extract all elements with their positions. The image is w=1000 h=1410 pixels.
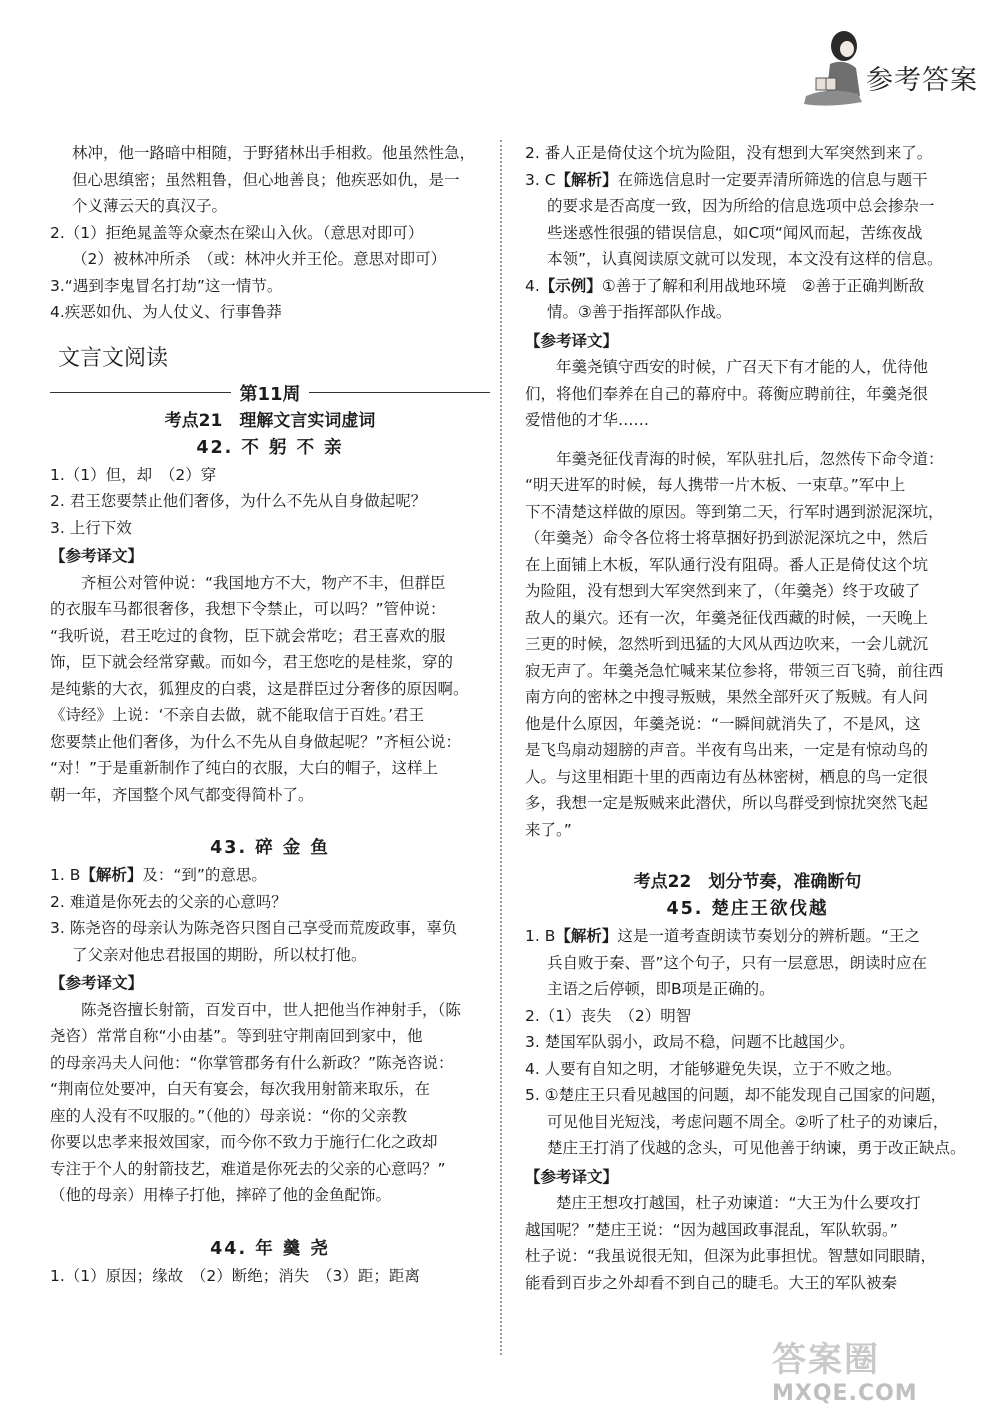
translation-line: 《诗经》上说：‘不亲自去做，就不能取信于百姓。’君王 — [50, 706, 425, 724]
translation-label: 【参考译文】 — [50, 974, 144, 992]
answer-item: （2）被林冲所杀 （或：林冲火并王伦。意思对即可） — [72, 250, 447, 268]
text-line: 但心思缜密；虽然粗鲁，但心地善良；他疾恶如仇，是一 — [72, 170, 460, 189]
translation-line: 你要以忠孝来报效国家，而今你不致力于施行仁化之政却 — [50, 1133, 438, 1151]
translation-line: 他是什么原因，年羹尧说：“一瞬间就消失了，不是风，这 — [525, 714, 921, 733]
answer-item: 些迷惑性很强的错误信息，如C项“闻风而起，苦练夜战 — [547, 223, 923, 242]
translation-line: 是飞鸟扇动翅膀的声音。半夜有鸟出来，一定是有惊动鸟的 — [525, 741, 929, 759]
translation-label: 【参考译文】 — [50, 547, 144, 565]
translation-line: “对！”于是重新制作了纯白的衣服，大白的帽子，这样上 — [50, 759, 439, 777]
translation-label: 【参考译文】 — [525, 1167, 619, 1186]
week-heading — [50, 380, 490, 406]
reading-girl-illustration — [800, 24, 876, 108]
answer-item: 了父亲对他忠君报国的期盼，所以杖打他。 — [72, 945, 367, 964]
translation-label: 【参考译文】 — [525, 331, 619, 350]
answer-item: 2. 番人正是倚仗这个坑为险阻，没有想到大军突然到来了。 — [525, 144, 933, 162]
left-column — [50, 140, 490, 1289]
article-title: 43. 碎 金 鱼 — [210, 838, 330, 858]
answer-item: 主语之后停顿，即B项是正确的。 — [547, 980, 775, 998]
answer-item: 兵自败于秦、晋”这个句子，只有一层意思，朗读时应在 — [547, 953, 928, 972]
translation-line: 朝一年，齐国整个风气都变得简朴了。 — [50, 785, 314, 804]
translation-line: 三更的时候，忽然听到迅猛的大风从西边吹来，一会儿就沉 — [525, 635, 929, 653]
translation-line: 们，将他们奉养在自己的幕府中。蒋衡应聘前往，年羹尧很 — [525, 384, 929, 403]
translation-line: 座的人没有不叹服的。”（他的）母亲说：“你的父亲教 — [50, 1106, 408, 1125]
answer-item: 4.【示例】①善于了解和利用战地环境 ②善于正确判断敌 — [525, 276, 925, 295]
translation-line: 是纯紫的大衣，狐狸皮的白裘，这是群臣过分奢侈的原因啊。 — [50, 679, 469, 698]
answer-item: 3. 楚国军队弱小，政局不稳，问题不比越国少。 — [525, 1033, 855, 1051]
answer-item: 情。③善于指挥部队作战。 — [547, 303, 732, 321]
translation-line: 饰，臣下就会经常穿戴。而如今，君王您吃的是桂浆，穿的 — [50, 653, 454, 671]
kaodian-heading: 考点22 划分节奏，准确断句 — [633, 872, 862, 892]
translation-line: 为险阻，没有想到大军突然到来了，（年羹尧）终于攻破了 — [525, 582, 921, 600]
translation-line: “明天进军的时候，每人携带一片木板、一束草。”军中上 — [525, 476, 906, 494]
translation-line: “我听说，君王吃过的食物，臣下就会常吃；君王喜欢的服 — [50, 626, 446, 645]
translation-line: 年羹尧征伐青海的时候，军队驻扎后，忽然传下命令道： — [556, 449, 944, 468]
translation-line: 能看到百步之外却看不到自己的睫毛。大王的军队被秦 — [525, 1273, 898, 1292]
translation-line: 人。与这里相距十里的西南边有丛林密树，栖息的鸟一定很 — [525, 767, 929, 786]
article-title: 42. 不 躬 不 亲 — [196, 437, 344, 458]
answer-item: 2.（1）拒绝晁盖等众豪杰在梁山入伙。（意思对即可） — [50, 223, 424, 242]
answer-item: 4. 人要有自知之明，才能够避免失误，立于不败之地。 — [525, 1059, 902, 1078]
site-watermark — [772, 1332, 972, 1406]
answer-item: 2. 君王您要禁止他们奢侈，为什么不先从自身做起呢？ — [50, 492, 427, 510]
article-title: 45. 楚庄王欲伐越 — [666, 899, 829, 919]
answer-item: 1. B【解析】及：“到”的意思。 — [50, 866, 267, 884]
week-label: 第11周 — [239, 383, 301, 405]
translation-line: 爱惜他的才华…… — [525, 411, 650, 429]
column-divider — [500, 140, 502, 1355]
translation-line: 来了。” — [525, 820, 572, 839]
article-title: 44. 年 羹 尧 — [210, 1238, 330, 1259]
answer-item: 本领”，认真阅读原文就可以发现，本文没有这样的信息。 — [547, 250, 943, 268]
translation-line: 敌人的巢穴。还有一次，年羹尧征伐西藏的时候，一天晚上 — [525, 608, 929, 627]
right-column — [525, 140, 970, 1296]
translation-line: 楚庄王想攻打越国，杜子劝谏道：“大王为什么要攻打 — [556, 1194, 921, 1212]
translation-line: 寂无声了。年羹尧急忙喊来某位参将，带领三百飞骑，前往西 — [525, 661, 944, 680]
translation-line: 在上面铺上木板，军队通行没有阻碍。番人正是倚仗这个坑 — [525, 555, 929, 574]
text-line: 林冲，他一路暗中相随，于野猪林出手相救。他虽然性急， — [72, 144, 476, 162]
translation-line: 越国呢？”楚庄王说：“因为越国政事混乱，军队软弱。” — [525, 1220, 898, 1239]
watermark-url: MXQE.COM — [772, 1381, 918, 1406]
answer-item: 可见他目光短浅，考虑问题不周全。②听了杜子的劝谏后， — [547, 1112, 949, 1131]
answer-item: 1.（1）但，却 （2）穿 — [50, 465, 217, 484]
section-title: 文言文阅读 — [58, 345, 169, 371]
translation-line: 齐桓公对管仲说：“我国地方不大，物产不丰，但群臣 — [81, 573, 446, 592]
translation-line: 南方向的密林之中搜寻叛贼，果然全部歼灭了叛贼。有人问 — [525, 688, 929, 706]
text-line: 个义薄云天的真汉子。 — [72, 197, 228, 215]
translation-line: 您要禁止他们奢侈，为什么不先从自身做起呢？”齐桓公说： — [50, 732, 462, 751]
translation-line: 尧咨）常常自称“小由基”。等到驻守荆南回到家中，他 — [50, 1027, 423, 1045]
page-title: 参考答案 — [866, 65, 978, 96]
translation-line: 下不清楚这样做的原因。等到第二天，行军时遇到淤泥深坑， — [525, 502, 944, 521]
translation-line: （他的母亲）用棒子打他，摔碎了他的金鱼配饰。 — [50, 1186, 392, 1204]
answer-item: 楚庄王打消了伐越的念头，可见他善于纳谏，勇于改正缺点。 — [547, 1139, 966, 1157]
week-rule-left — [50, 392, 231, 393]
answer-item: 2.（1）丧失 （2）明智 — [525, 1006, 692, 1025]
answer-item: 1. B【解析】这是一道考查朗读节奏划分的辨析题。“王之 — [525, 927, 920, 945]
answer-item: 3. C【解析】在筛选信息时一定要弄清所筛选的信息与题干 — [525, 170, 928, 189]
answer-item: 3. 陈尧咨的母亲认为陈尧咨只图自己享受而荒废政事，辜负 — [50, 919, 458, 937]
translation-line: 杜子说：“我虽说很无知，但深为此事担忧。智慧如同眼睛， — [525, 1247, 937, 1265]
answer-item: 2. 难道是你死去的父亲的心意吗？ — [50, 892, 287, 911]
week-rule-right — [309, 392, 490, 393]
answer-item: 3. 上行下效 — [50, 518, 132, 537]
answer-item: 的要求是否高度一致，因为所给的信息选项中总会掺杂一 — [547, 197, 935, 215]
answer-item: 1.（1）原因；缘故 （2）断绝；消失 （3）距；距离 — [50, 1266, 420, 1285]
answer-item: 5. ①楚庄王只看见越国的问题，却不能发现自己国家的问题， — [525, 1086, 947, 1104]
kaodian-heading: 考点21 理解文言实词虚词 — [164, 410, 376, 431]
answer-item: 4.疾恶如仇、为人仗义、行事鲁莽 — [50, 303, 282, 321]
translation-line: “荆南位处要冲，白天有宴会，每次我用射箭来取乐，在 — [50, 1080, 431, 1098]
translation-line: （年羹尧）命令各位将士将草捆好扔到淤泥深坑之中，然后 — [525, 529, 929, 547]
translation-line: 陈尧咨擅长射箭，百发百中，世人把他当作神射手，（陈 — [81, 1000, 461, 1019]
translation-line: 年羹尧镇守西安的时候，广召天下有才能的人，优待他 — [556, 358, 929, 376]
translation-line: 的母亲冯夫人问他：“你掌管郡务有什么新政？”陈尧咨说： — [50, 1053, 454, 1072]
answer-item: 3.“遇到李鬼冒名打劫”这一情节。 — [50, 276, 283, 295]
translation-line: 的衣服车马都很奢侈，我想下令禁止，可以吗？”管仲说： — [50, 600, 446, 618]
translation-line: 多，我想一定是叛贼来此潜伏，所以鸟群受到惊扰突然飞起 — [525, 794, 929, 812]
translation-line: 专注于个人的射箭技艺，难道是你死去的父亲的心意吗？” — [50, 1159, 446, 1178]
watermark-logo-text: 答案圈 — [772, 1340, 880, 1380]
